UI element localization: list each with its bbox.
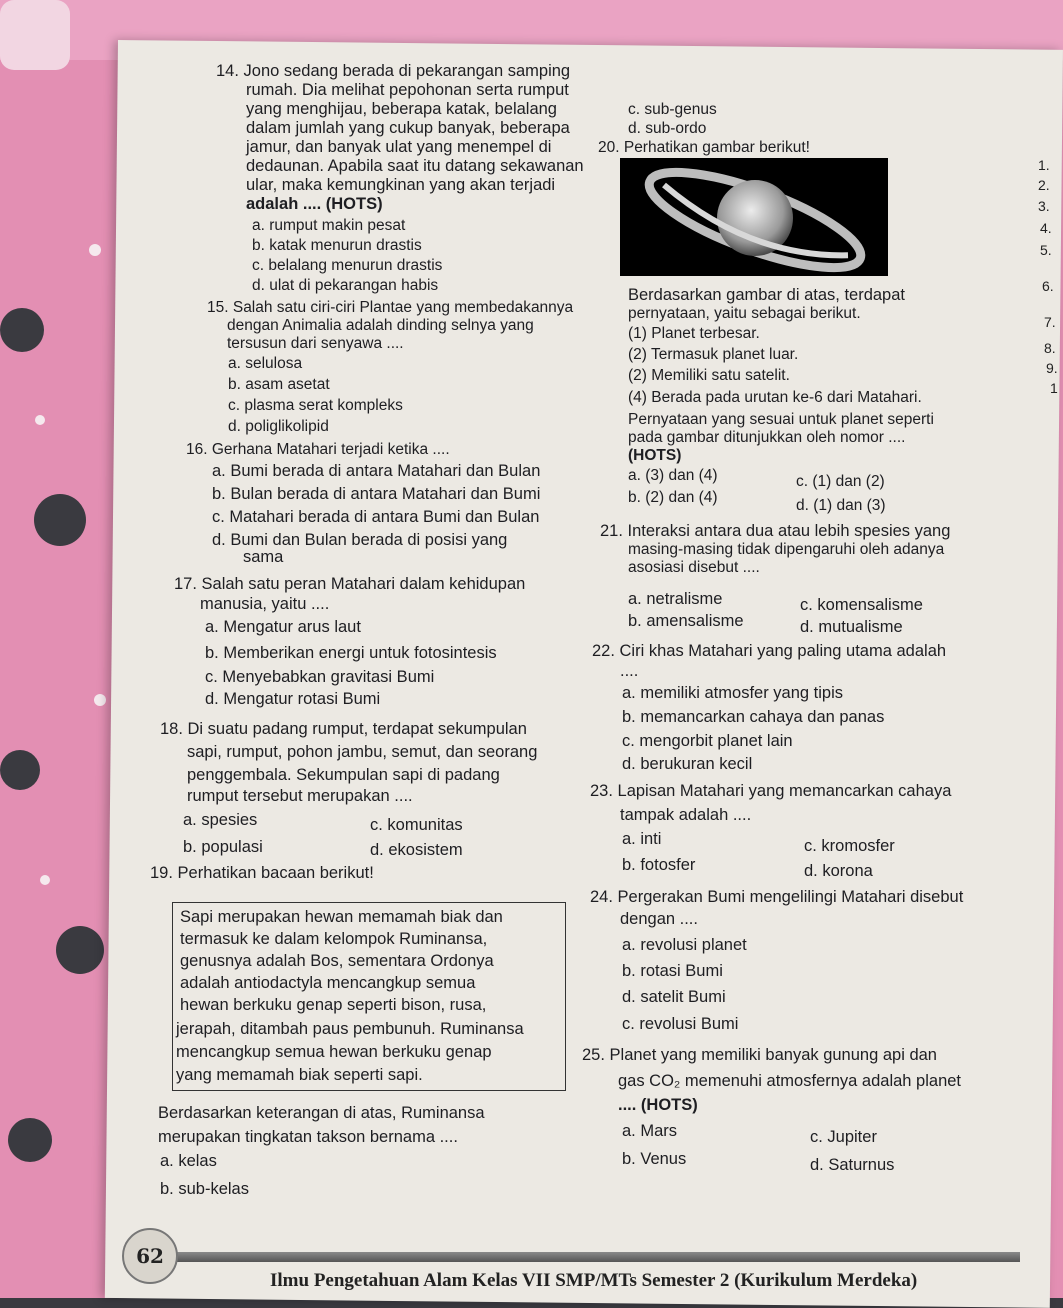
saturn-planet-icon xyxy=(620,158,888,276)
margin-number: 6. xyxy=(1042,278,1054,294)
q24-option-a[interactable]: a. revolusi planet xyxy=(622,936,747,954)
q24-stem-line: 24. Pergerakan Bumi mengelilingi Matahari disebut xyxy=(590,888,964,906)
q15-option-a[interactable]: a. selulosa xyxy=(228,355,303,372)
q25-hots-label: .... (HOTS) xyxy=(618,1096,698,1114)
q18-option-b[interactable]: b. populasi xyxy=(183,838,263,856)
q25-option-a[interactable]: a. Mars xyxy=(622,1122,678,1140)
q14-stem-line: adalah .... (HOTS) xyxy=(246,195,383,213)
book-title-footer: Ilmu Pengetahuan Alam Kelas VII SMP/MTs Semester 2 (Kurikulum Merdeka) xyxy=(270,1270,918,1291)
q19-box-line: mencangkup semua hewan berkuku genap xyxy=(176,1043,492,1061)
q20-text-line: Berdasarkan gambar di atas, terdapat xyxy=(628,286,905,304)
q18-option-a[interactable]: a. spesies xyxy=(183,811,258,829)
q23-stem-line: tampak adalah .... xyxy=(620,806,752,824)
q17-option-a[interactable]: a. Mengatur arus laut xyxy=(205,618,361,636)
q19-option-a[interactable]: a. kelas xyxy=(160,1152,217,1170)
q25-option-d[interactable]: d. Saturnus xyxy=(810,1156,895,1174)
q20-statement: (2) Termasuk planet luar. xyxy=(628,346,799,363)
saturn-image xyxy=(620,158,888,276)
q21-stem-line: 21. Interaksi antara dua atau lebih spesies yang xyxy=(600,522,951,540)
margin-number: 5. xyxy=(1040,242,1052,258)
q20-option-b[interactable]: b. (2) dan (4) xyxy=(628,489,718,506)
q18-stem-line: sapi, rumput, pohon jambu, semut, dan seorang xyxy=(187,743,538,761)
q23-option-c[interactable]: c. kromosfer xyxy=(804,837,895,855)
q16-option-d[interactable]: d. Bumi dan Bulan berada di posisi yang xyxy=(212,531,508,549)
q20-statement: (2) Memiliki satu satelit. xyxy=(628,367,790,384)
q15-stem-line: tersusun dari senyawa .... xyxy=(227,335,404,352)
q18-stem-line: penggembala. Sekumpulan sapi di padang xyxy=(187,766,500,784)
margin-number: 8. xyxy=(1044,340,1056,356)
margin-number: 3. xyxy=(1038,198,1050,214)
q23-option-d[interactable]: d. korona xyxy=(804,862,873,880)
q19-box-line: hewan berkuku genap seperti bison, rusa, xyxy=(180,996,487,1014)
q19-box-line: yang memamah biak seperti sapi. xyxy=(176,1066,423,1084)
q14-stem-line: dalam jumlah yang cukup banyak, beberapa xyxy=(246,119,570,137)
q14-option-b[interactable]: b. katak menurun drastis xyxy=(252,237,422,254)
q19-option-c[interactable]: c. sub-genus xyxy=(628,101,717,118)
q14-stem-line: dedaunan. Apabila saat itu datang sekawanan xyxy=(246,157,584,175)
q22-option-b[interactable]: b. memancarkan cahaya dan panas xyxy=(622,708,885,726)
q14-stem-line: rumah. Dia melihat pepohonan serta rumput xyxy=(246,81,569,99)
q16-option-c[interactable]: c. Matahari berada di antara Bumi dan Bulan xyxy=(212,508,540,526)
page-number: 62 xyxy=(122,1228,178,1284)
q19-stem: 19. Perhatikan bacaan berikut! xyxy=(150,864,374,882)
q15-stem-line: dengan Animalia adalah dinding selnya yang xyxy=(227,317,534,334)
q24-option-d[interactable]: d. satelit Bumi xyxy=(622,988,726,1006)
q25-stem-line: 25. Planet yang memiliki banyak gunung api dan xyxy=(582,1046,937,1064)
q20-after-line: pada gambar ditunjukkan oleh nomor .... xyxy=(628,429,906,446)
q20-statement: (4) Berada pada urutan ke-6 dari Matahari. xyxy=(628,389,922,406)
q18-stem-line: 18. Di suatu padang rumput, terdapat sekumpulan xyxy=(160,720,527,738)
q22-option-a[interactable]: a. memiliki atmosfer yang tipis xyxy=(622,684,843,702)
q17-option-d[interactable]: d. Mengatur rotasi Bumi xyxy=(205,690,381,708)
q14-stem-line: yang menghijau, beberapa katak, belalang xyxy=(246,100,557,118)
q24-option-c[interactable]: c. revolusi Bumi xyxy=(622,1015,739,1033)
q21-stem-line: asosiasi disebut .... xyxy=(628,559,760,576)
q19-option-b[interactable]: b. sub-kelas xyxy=(160,1180,249,1198)
margin-number: 4. xyxy=(1040,220,1052,236)
q21-stem-line: masing-masing tidak dipengaruhi oleh adanya xyxy=(628,541,945,558)
q20-after-line: Pernyataan yang sesuai untuk planet seperti xyxy=(628,411,934,428)
q24-option-b[interactable]: b. rotasi Bumi xyxy=(622,962,723,980)
q22-stem-line: 22. Ciri khas Matahari yang paling utama adalah xyxy=(592,642,947,660)
q20-option-a[interactable]: a. (3) dan (4) xyxy=(628,467,718,484)
q17-option-c[interactable]: c. Menyebabkan gravitasi Bumi xyxy=(205,668,435,686)
q25-option-c[interactable]: c. Jupiter xyxy=(810,1128,877,1146)
margin-number: 1 xyxy=(1050,380,1058,396)
footer-bar xyxy=(170,1252,1020,1262)
q23-option-a[interactable]: a. inti xyxy=(622,830,662,848)
q17-stem-line: manusia, yaitu .... xyxy=(200,595,330,613)
q16-stem: 16. Gerhana Matahari terjadi ketika .... xyxy=(186,441,450,458)
q24-stem-line: dengan .... xyxy=(620,910,698,928)
margin-number: 7. xyxy=(1044,314,1056,330)
q17-stem-line: 17. Salah satu peran Matahari dalam kehidupan xyxy=(174,575,526,593)
q20-stem: 20. Perhatikan gambar berikut! xyxy=(598,139,810,156)
margin-number: 2. xyxy=(1038,177,1050,193)
q19-box-line: jerapah, ditambah paus pembunuh. Ruminansa xyxy=(176,1020,524,1038)
q21-option-c[interactable]: c. komensalisme xyxy=(800,596,923,614)
q14-option-d[interactable]: d. ulat di pekarangan habis xyxy=(252,277,439,294)
q17-option-b[interactable]: b. Memberikan energi untuk fotosintesis xyxy=(205,644,497,662)
q20-text-line: pernyataan, yaitu sebagai berikut. xyxy=(628,305,861,322)
q16-option-a[interactable]: a. Bumi berada di antara Matahari dan Bulan xyxy=(212,462,541,480)
q19-box-line: genusnya adalah Bos, sementara Ordonya xyxy=(180,952,494,970)
margin-number: 1. xyxy=(1038,157,1050,173)
q21-option-a[interactable]: a. netralisme xyxy=(628,590,723,608)
q19-after-line: merupakan tingkatan takson bernama .... xyxy=(158,1128,458,1146)
q20-hots-label: (HOTS) xyxy=(628,447,682,464)
q23-stem-line: 23. Lapisan Matahari yang memancarkan cahaya xyxy=(590,782,952,800)
q22-option-d[interactable]: d. berukuran kecil xyxy=(622,755,753,773)
q25-stem-line: gas CO₂ memenuhi atmosfernya adalah planet xyxy=(618,1072,962,1090)
q21-option-b[interactable]: b. amensalisme xyxy=(628,612,744,630)
q22-option-c[interactable]: c. mengorbit planet lain xyxy=(622,732,793,750)
q19-box-line: termasuk ke dalam kelompok Ruminansa, xyxy=(180,930,488,948)
q20-option-c[interactable]: c. (1) dan (2) xyxy=(796,473,885,490)
q21-option-d[interactable]: d. mutualisme xyxy=(800,618,903,636)
q14-stem-line: 14. Jono sedang berada di pekarangan samping xyxy=(216,62,571,80)
q15-stem-line: 15. Salah satu ciri-ciri Plantae yang membedakannya xyxy=(207,299,574,316)
q16-option-b[interactable]: b. Bulan berada di antara Matahari dan Bumi xyxy=(212,485,541,503)
q19-box-line: Sapi merupakan hewan memamah biak dan xyxy=(180,908,503,926)
q20-option-d[interactable]: d. (1) dan (3) xyxy=(796,497,886,514)
q14-option-a[interactable]: a. rumput makin pesat xyxy=(252,217,406,234)
q18-option-c[interactable]: c. komunitas xyxy=(370,816,463,834)
q19-after-line: Berdasarkan keterangan di atas, Ruminansa xyxy=(158,1104,485,1122)
q14-option-c[interactable]: c. belalang menurun drastis xyxy=(252,257,443,274)
q14-stem-line: jamur, dan banyak ulat yang menempel di xyxy=(246,138,552,156)
q19-box-line: adalah antiodactyla mencangkup semua xyxy=(180,974,476,992)
q20-statement: (1) Planet terbesar. xyxy=(628,325,760,342)
q15-option-c[interactable]: c. plasma serat kompleks xyxy=(228,397,403,414)
q23-option-b[interactable]: b. fotosfer xyxy=(622,856,696,874)
q14-stem-line: ular, maka kemungkinan yang akan terjadi xyxy=(246,176,556,194)
q18-option-d[interactable]: d. ekosistem xyxy=(370,841,463,859)
q22-stem-line: .... xyxy=(620,662,639,680)
q15-option-b[interactable]: b. asam asetat xyxy=(228,376,330,393)
q25-option-b[interactable]: b. Venus xyxy=(622,1150,687,1168)
margin-number: 9. xyxy=(1046,360,1058,376)
q19-option-d[interactable]: d. sub-ordo xyxy=(628,120,707,137)
q18-stem-line: rumput tersebut merupakan .... xyxy=(187,787,413,805)
q16-option-d-cont: sama xyxy=(243,548,284,566)
q15-option-d[interactable]: d. poliglikolipid xyxy=(228,418,329,435)
